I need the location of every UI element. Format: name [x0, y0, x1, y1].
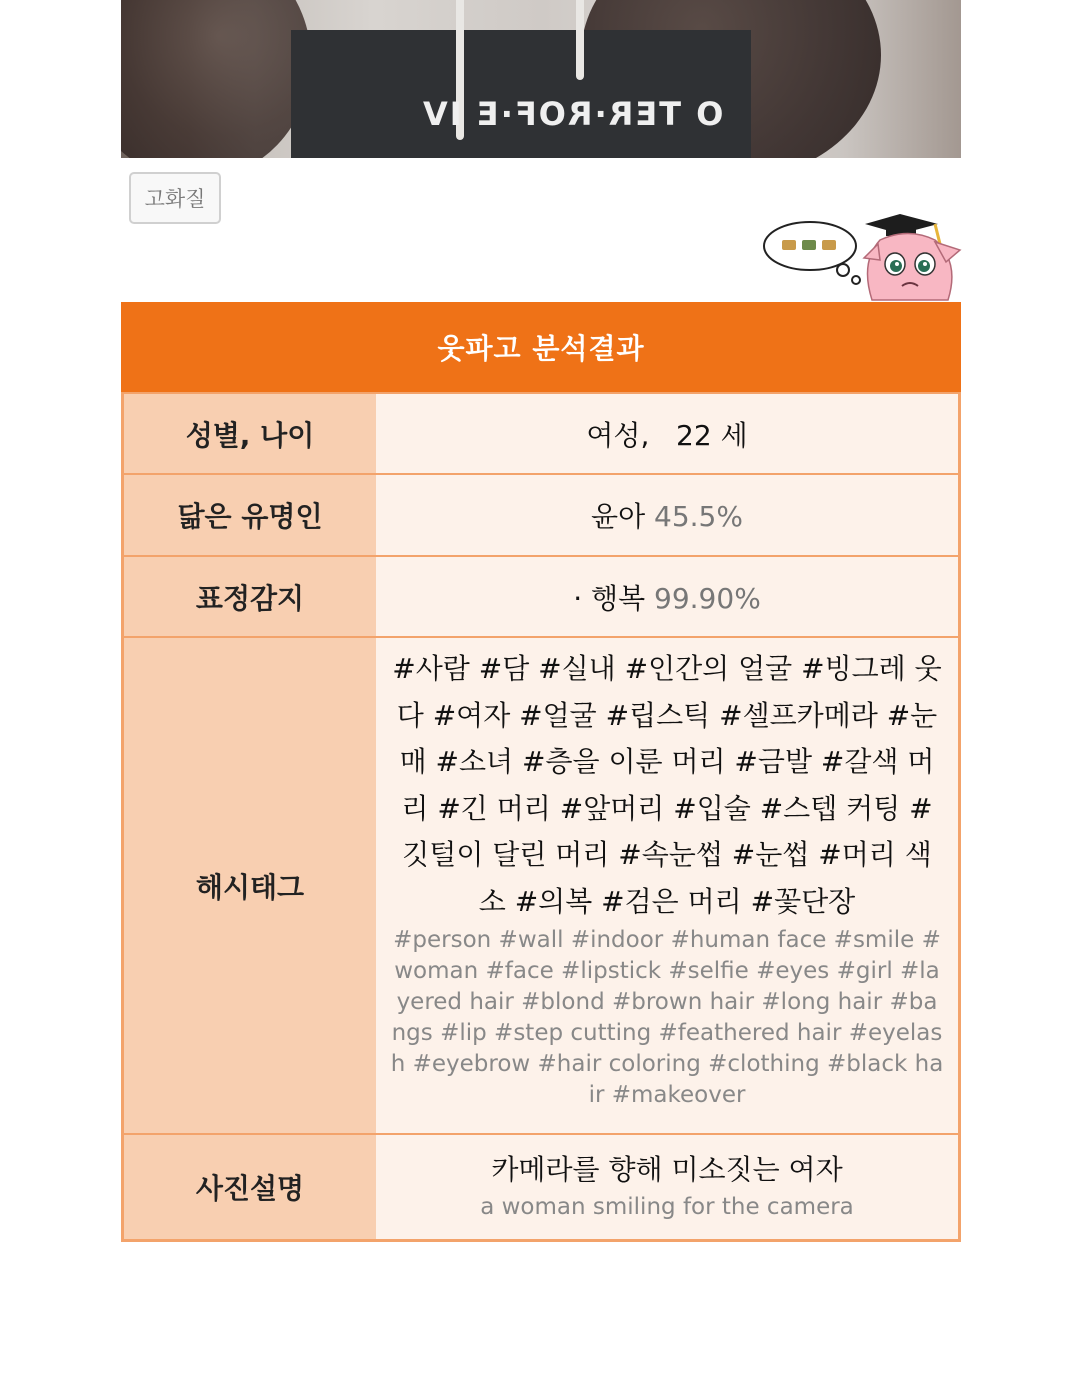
row-gender-age: [123, 393, 960, 474]
gender-age-value: 여성, 22 세: [376, 393, 960, 474]
shirt-print: O TER·ROF·E IV: [421, 95, 724, 133]
hashtags-korean: #사람 #담 #실내 #인간의 얼굴 #빙그레 웃다 #여자 #얼굴 #립스틱 #셀프카메라 #눈매 #소녀 #층을 이룬 머리 #금발 #갈색 머리 #긴 머리 #앞머리 #입술 #스텝 커팅 #깃털이 달린 머리 #속눈썹 #눈썹 #머리 색소 #의복 #검은 머리 #꽃단장: [392, 652, 942, 918]
emotion-bullet: ·: [573, 581, 583, 615]
gender-age-label: 성별, 나이: [123, 393, 377, 474]
row-celebrity: [123, 474, 960, 556]
celebrity-value: [376, 474, 960, 556]
description-label: 사진설명: [123, 1134, 377, 1240]
row-emotion: [123, 556, 960, 637]
emotion-score: 99.90%: [654, 581, 761, 615]
emotion-label: 표정감지: [123, 556, 377, 637]
hashtags-value: [376, 637, 960, 1134]
analysis-result-card: [121, 302, 961, 1242]
celebrity-label: 닮은 유명인: [123, 474, 377, 556]
description-korean: 카메라를 향해 미소짓는 여자: [491, 1152, 843, 1186]
uploaded-photo: [121, 0, 961, 158]
result-table: [121, 392, 961, 1242]
row-description: [123, 1134, 960, 1240]
result-header: 웃파고 분석결과: [121, 302, 961, 392]
row-hashtags: [123, 637, 960, 1134]
shirt-graphic: [291, 30, 751, 158]
hashtags-label: 해시태그: [123, 637, 377, 1134]
description-english: a woman smiling for the camera: [480, 1193, 854, 1220]
emotion-name: 행복: [591, 581, 646, 615]
high-quality-button[interactable]: 고화질: [129, 172, 221, 224]
description-value: [376, 1134, 960, 1240]
emotion-value: [376, 556, 960, 637]
celebrity-name: 윤아: [591, 500, 646, 533]
mascot-icon: [760, 212, 965, 307]
hashtags-english: #person #wall #indoor #human face #smile #woman #face #lipstick #selfie #eyes #girl #layered hair #blond #brown hair #long hair #bangs #lip #step cutting #feathered hair #eyelash #eyebrow #hair coloring #clothing #black hair #makeover: [390, 927, 944, 1108]
celebrity-score: 45.5%: [654, 500, 743, 533]
thought-faces: [782, 240, 836, 250]
